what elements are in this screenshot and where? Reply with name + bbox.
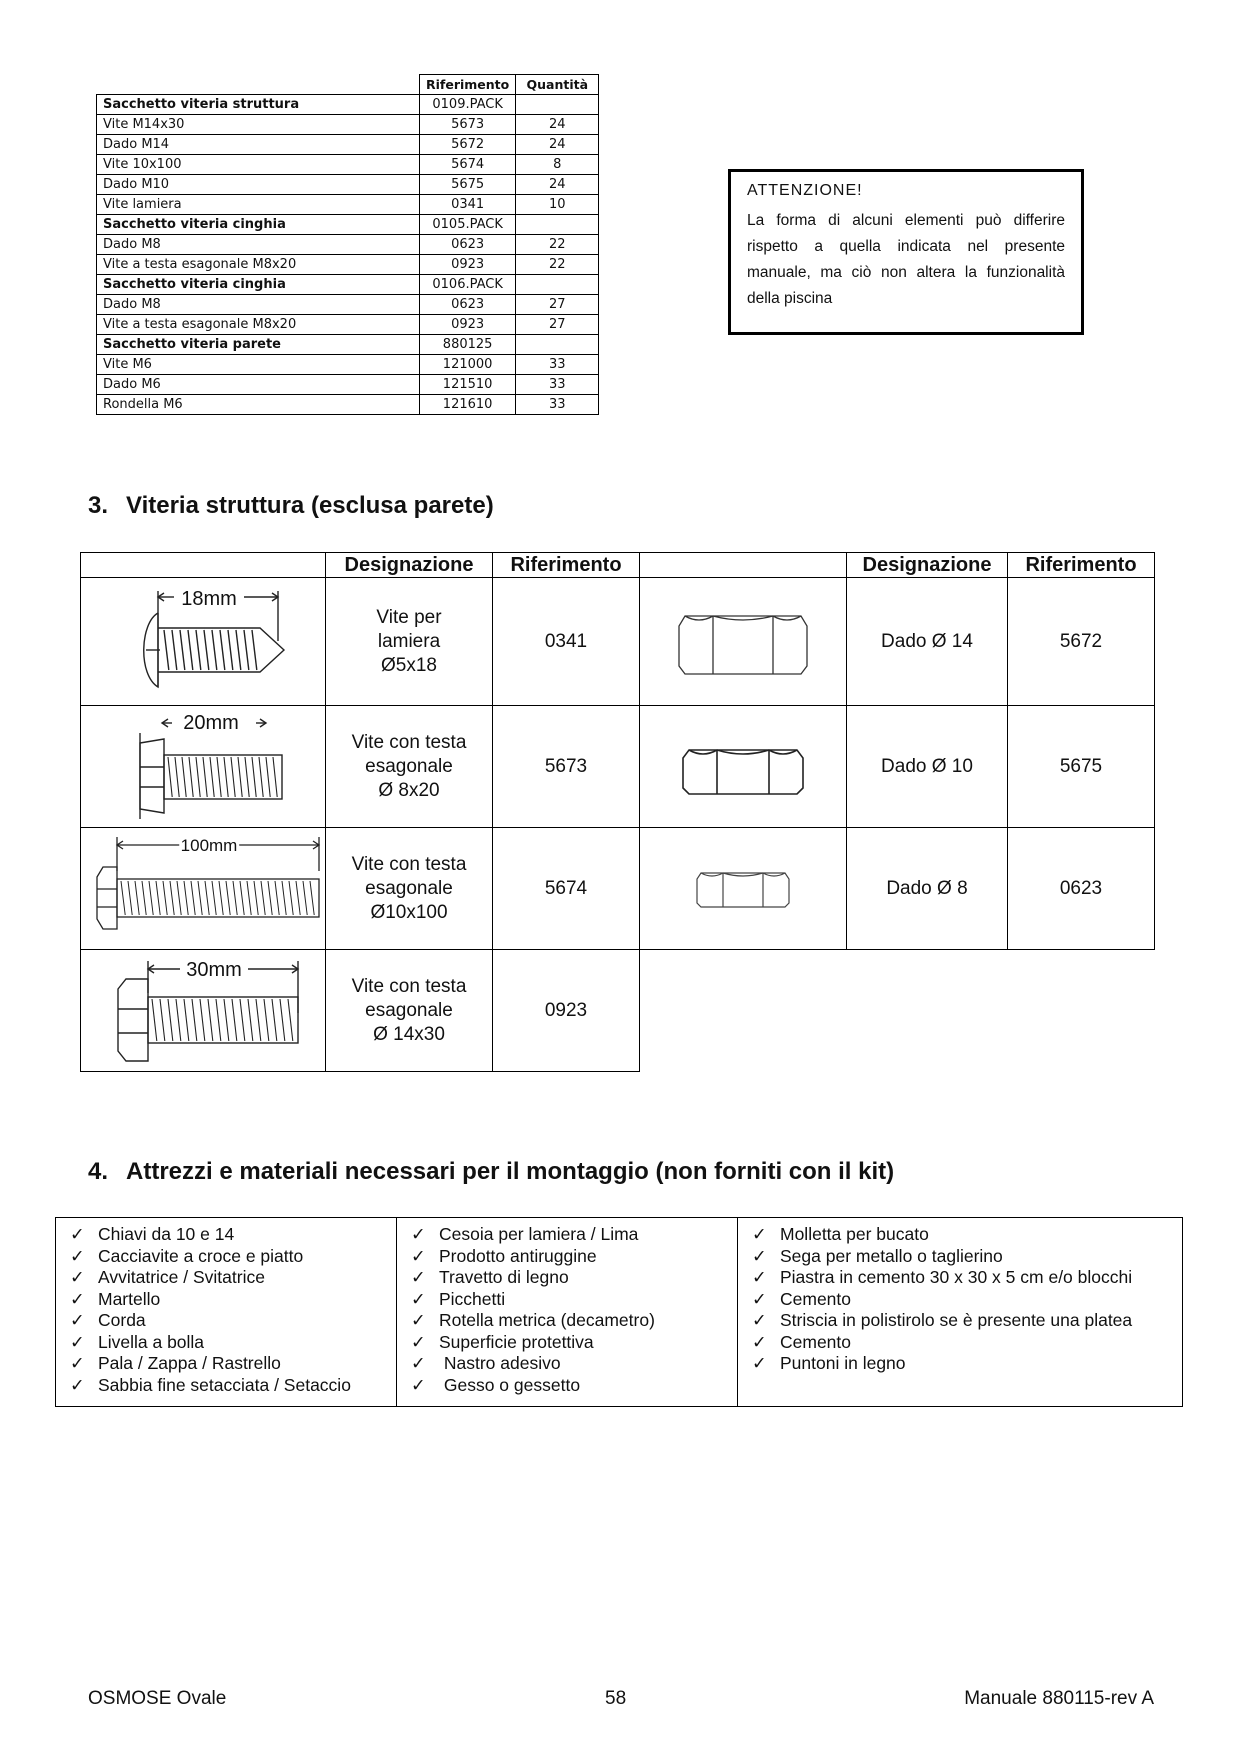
nut-image-cell [640,828,847,950]
thread-line [231,757,235,797]
tool-label: Prodotto antiruggine [439,1245,597,1266]
thread-line [184,881,188,915]
part-quantity: 10 [516,195,599,215]
thread-line [282,881,286,915]
screw-length-label: 20mm [183,711,239,734]
parts-row [97,155,599,175]
nut-reference: 5675 [1008,706,1155,828]
thread-line [149,881,153,915]
parts-row [97,135,599,155]
part-quantity [516,215,599,235]
tools-list [752,1224,1172,1375]
nut-designation: Dado Ø 8 [847,828,1008,950]
thread-line [135,881,139,915]
parts-row [97,395,599,415]
part-name: Dado M14 [97,135,420,155]
screw-image-cell [81,950,326,1072]
section-3-number: 3. [88,492,109,519]
section-3-title: Viteria struttura (esclusa parete) [126,492,494,519]
tool-label: Gesso o gessetto [439,1374,581,1395]
check-icon: ✓ [752,1245,767,1266]
check-icon: ✓ [411,1353,426,1373]
hardware-header-row [81,553,1155,578]
part-reference: 0923 [420,315,516,335]
part-quantity: 24 [516,115,599,135]
thread-line [121,881,125,915]
tool-item [70,1353,386,1375]
tools-column-1 [56,1218,397,1407]
tool-item [70,1267,386,1289]
check-icon: ✓ [752,1353,767,1373]
part-name: Vite 10x100 [97,155,420,175]
thread-line [266,757,270,797]
footer-page-number: 58 [605,1688,627,1709]
screw-designation: Vite con testa esagonale Ø10x100 [326,828,493,950]
screw-length-label: 100mm [180,835,238,855]
hex-nut-icon [663,859,823,919]
tool-item [411,1353,727,1375]
nut-designation: Dado Ø 10 [847,706,1008,828]
part-quantity: 24 [516,175,599,195]
part-name: Vite M6 [97,355,420,375]
tool-label: Sabbia fine setacciata / Setaccio [98,1374,351,1395]
nut-reference: 0623 [1008,828,1155,950]
thread-line [188,630,193,670]
thread-line [152,999,157,1041]
check-icon: ✓ [411,1331,426,1352]
screw-length-label: 30mm [186,958,242,981]
hex-bolt-icon [88,953,318,1069]
thread-line [264,999,269,1041]
part-name: Vite a testa esagonale M8x20 [97,315,420,335]
thread-line [226,881,230,915]
tool-label: Striscia in polistirolo se è presente una platea [780,1310,1133,1330]
part-quantity: 22 [516,255,599,275]
check-icon: ✓ [411,1245,426,1266]
tool-item [70,1224,386,1246]
part-reference: 0623 [420,295,516,315]
screw-reference: 5674 [493,828,640,950]
part-reference: 5675 [420,175,516,195]
screw-image-cell [81,706,326,828]
thread-line [212,881,216,915]
part-reference: 5674 [420,155,516,175]
footer-product: OSMOSE Ovale [88,1688,227,1709]
thread-line [228,630,233,670]
part-quantity: 27 [516,295,599,315]
thread-line [272,999,277,1041]
parts-row [97,115,599,135]
check-icon: ✓ [70,1288,85,1309]
tool-label: Cemento [780,1331,852,1352]
part-reference: 0106.PACK [420,275,516,295]
parts-row [97,315,599,335]
thread-line [248,999,253,1041]
check-icon: ✓ [752,1331,767,1352]
check-icon: ✓ [752,1224,767,1244]
parts-row [97,175,599,195]
thread-line [203,757,207,797]
check-icon: ✓ [70,1224,85,1244]
tool-item [70,1375,386,1397]
tool-label: Cacciavite a croce e piatto [98,1245,304,1266]
nut-designation: Dado Ø 14 [847,578,1008,706]
part-reference: 121000 [420,355,516,375]
parts-row [97,255,599,275]
reference-header: Riferimento [493,553,640,578]
check-icon: ✓ [70,1310,85,1330]
part-quantity: 24 [516,135,599,155]
hex-nut-icon [663,732,823,802]
part-reference: 0341 [420,195,516,215]
thread-line [191,881,195,915]
part-reference: 121610 [420,395,516,415]
designation-header-2: Designazione [847,553,1008,578]
part-quantity [516,275,599,295]
part-name: Sacchetto viteria cinghia [97,275,420,295]
pan-head-screw-icon [88,583,318,701]
thread-line [212,630,217,670]
thread-line [236,630,241,670]
tool-item [411,1267,727,1289]
thread-line [182,757,186,797]
section-3-heading [88,492,494,520]
attention-title: ATTENZIONE! [747,182,863,199]
thread-line [216,999,221,1041]
thread-line [172,630,177,670]
parts-row [97,235,599,255]
thread-line [240,999,245,1041]
attention-body: La forma di alcuni elementi può differire rispetto a quella indicata nel presente manuale, ma ciò non altera la funzionalità della piscina [747,212,1065,307]
thread-line [232,999,237,1041]
thread-line [198,881,202,915]
attention-box [728,169,1084,335]
part-reference: 880125 [420,335,516,355]
part-name: Vite lamiera [97,195,420,215]
hex-bolt-icon [88,709,318,825]
tool-item [752,1289,1172,1311]
thread-line [164,630,169,670]
screw-designation: Vite con testa esagonale Ø 14x30 [326,950,493,1072]
footer-manual-ref: Manuale 880115-rev A [964,1688,1154,1709]
hardware-row [81,828,1155,950]
thread-line [160,999,165,1041]
thread-line [268,881,272,915]
check-icon: ✓ [70,1331,85,1352]
tool-item [411,1310,727,1332]
parts-group-row [97,95,599,115]
thread-line [254,881,258,915]
thread-line [224,757,228,797]
part-name: Dado M6 [97,375,420,395]
part-reference: 0105.PACK [420,215,516,235]
part-quantity [516,95,599,115]
designation-header: Designazione [326,553,493,578]
tool-label: Puntoni in legno [780,1353,906,1373]
tool-label: Cemento [780,1288,852,1309]
parts-group-row [97,215,599,235]
part-reference: 121510 [420,375,516,395]
part-name: Rondella M6 [97,395,420,415]
screw-length-label: 18mm [181,587,237,610]
thread-line [184,999,189,1041]
tool-item [70,1246,386,1268]
thread-line [204,630,209,670]
parts-row [97,195,599,215]
part-name: Dado M8 [97,235,420,255]
tool-item [752,1267,1172,1289]
part-quantity: 33 [516,355,599,375]
parts-header-ref: Riferimento [420,75,516,95]
check-icon: ✓ [411,1374,426,1395]
tool-label: Corda [98,1310,146,1330]
thread-line [259,757,263,797]
part-quantity: 33 [516,375,599,395]
tool-label: Superficie protettiva [439,1331,594,1352]
check-icon: ✓ [70,1245,85,1266]
thread-line [208,999,213,1041]
thread-line [210,757,214,797]
thread-line [220,630,225,670]
part-name: Sacchetto viteria cinghia [97,215,420,235]
parts-header-qty: Quantità [516,75,599,95]
thread-line [256,999,261,1041]
tool-label: Piastra in cemento 30 x 30 x 5 cm e/o blocchi [780,1267,1133,1287]
part-name: Sacchetto viteria parete [97,335,420,355]
tool-item [70,1310,386,1332]
tool-label: Molletta per bucato [780,1224,929,1244]
thread-line [289,881,293,915]
thread-line [233,881,237,915]
hardware-row [81,706,1155,828]
tool-label: Chiavi da 10 e 14 [98,1224,235,1244]
tool-label: Pala / Zappa / Rastrello [98,1353,281,1373]
thread-line [163,881,167,915]
screw-reference: 0923 [493,950,640,1072]
parts-header-row [97,75,599,95]
tool-item [411,1332,727,1354]
screw-reference: 0341 [493,578,640,706]
thread-line [142,881,146,915]
thread-line [196,630,201,670]
part-reference: 0923 [420,255,516,275]
thread-line [170,881,174,915]
part-quantity: 33 [516,395,599,415]
check-icon: ✓ [70,1374,85,1395]
tool-item [752,1353,1172,1375]
tool-item [411,1375,727,1397]
thread-line [156,881,160,915]
thread-line [252,630,257,670]
reference-header-2: Riferimento [1008,553,1155,578]
thread-line [205,881,209,915]
thread-line [247,881,251,915]
section-4-heading [88,1158,894,1186]
thread-line [217,757,221,797]
thread-line [168,757,172,797]
check-icon: ✓ [752,1267,767,1287]
parts-row [97,295,599,315]
hex-nut-icon [663,602,823,682]
thread-line [245,757,249,797]
parts-row [97,355,599,375]
thread-line [176,999,181,1041]
tool-label: Sega per metallo o taglierino [780,1245,1003,1266]
thread-line [180,630,185,670]
tools-list [70,1224,386,1396]
parts-group-row [97,275,599,295]
tool-label: Nastro adesivo [439,1353,561,1373]
screw-reference: 5673 [493,706,640,828]
thread-line [252,757,256,797]
part-name: Dado M8 [97,295,420,315]
part-name: Vite M14x30 [97,115,420,135]
hardware-table [80,552,1155,1072]
thread-line [238,757,242,797]
screw-image-cell [81,578,326,706]
check-icon: ✓ [752,1288,767,1309]
part-name: Vite a testa esagonale M8x20 [97,255,420,275]
check-icon: ✓ [70,1267,85,1287]
tool-item [411,1246,727,1268]
check-icon: ✓ [411,1288,426,1309]
thread-line [310,881,314,915]
tool-label: Martello [98,1288,161,1309]
part-quantity: 27 [516,315,599,335]
part-reference: 5673 [420,115,516,135]
thread-line [175,757,179,797]
thread-line [128,881,132,915]
part-quantity [516,335,599,355]
nut-image-cell [640,706,847,828]
thread-line [189,757,193,797]
tool-item [752,1246,1172,1268]
tool-item [70,1332,386,1354]
part-reference: 0623 [420,235,516,255]
tool-item [752,1310,1172,1332]
screw-designation: Vite con testa esagonale Ø 8x20 [326,706,493,828]
thread-line [219,881,223,915]
check-icon: ✓ [411,1224,426,1244]
tools-list [411,1224,727,1396]
thread-line [200,999,205,1041]
part-reference: 0109.PACK [420,95,516,115]
part-name: Sacchetto viteria struttura [97,95,420,115]
tools-column-2 [397,1218,738,1407]
thread-line [224,999,229,1041]
check-icon: ✓ [411,1267,426,1287]
tool-label: Travetto di legno [439,1267,569,1287]
thread-line [280,999,285,1041]
tool-item [411,1289,727,1311]
part-name: Dado M10 [97,175,420,195]
thread-line [275,881,279,915]
thread-line [240,881,244,915]
thread-line [192,999,197,1041]
thread-line [273,757,277,797]
hardware-row [81,950,1155,1072]
thread-line [244,630,249,670]
parts-table [96,74,599,415]
tool-label: Avvitatrice / Svitatrice [98,1267,265,1287]
thread-line [168,999,173,1041]
tool-label: Picchetti [439,1288,506,1309]
screw-image-cell [81,828,326,950]
tool-label: Cesoia per lamiera / Lima [439,1224,639,1244]
thread-line [288,999,293,1041]
section-4-number: 4. [88,1158,109,1185]
hardware-row [81,578,1155,706]
check-icon: ✓ [70,1353,85,1373]
tool-item [70,1289,386,1311]
section-4-title: Attrezzi e materiali necessari per il montaggio (non forniti con il kit) [126,1158,895,1185]
part-quantity: 8 [516,155,599,175]
thread-line [261,881,265,915]
thread-line [196,757,200,797]
nut-image-cell [640,578,847,706]
check-icon: ✓ [752,1310,767,1330]
part-quantity: 22 [516,235,599,255]
thread-line [296,881,300,915]
tools-column-3 [738,1218,1183,1407]
tool-label: Livella a bolla [98,1331,205,1352]
tools-table [55,1217,1183,1407]
tool-item [752,1224,1172,1246]
thread-line [303,881,307,915]
tool-item [411,1224,727,1246]
part-reference: 5672 [420,135,516,155]
long-hex-bolt-icon [83,831,323,947]
parts-group-row [97,335,599,355]
check-icon: ✓ [411,1310,426,1330]
nut-reference: 5672 [1008,578,1155,706]
screw-designation: Vite per lamiera Ø5x18 [326,578,493,706]
tool-item [752,1332,1172,1354]
thread-line [177,881,181,915]
parts-row [97,375,599,395]
tool-label: Rotella metrica (decametro) [439,1310,655,1330]
